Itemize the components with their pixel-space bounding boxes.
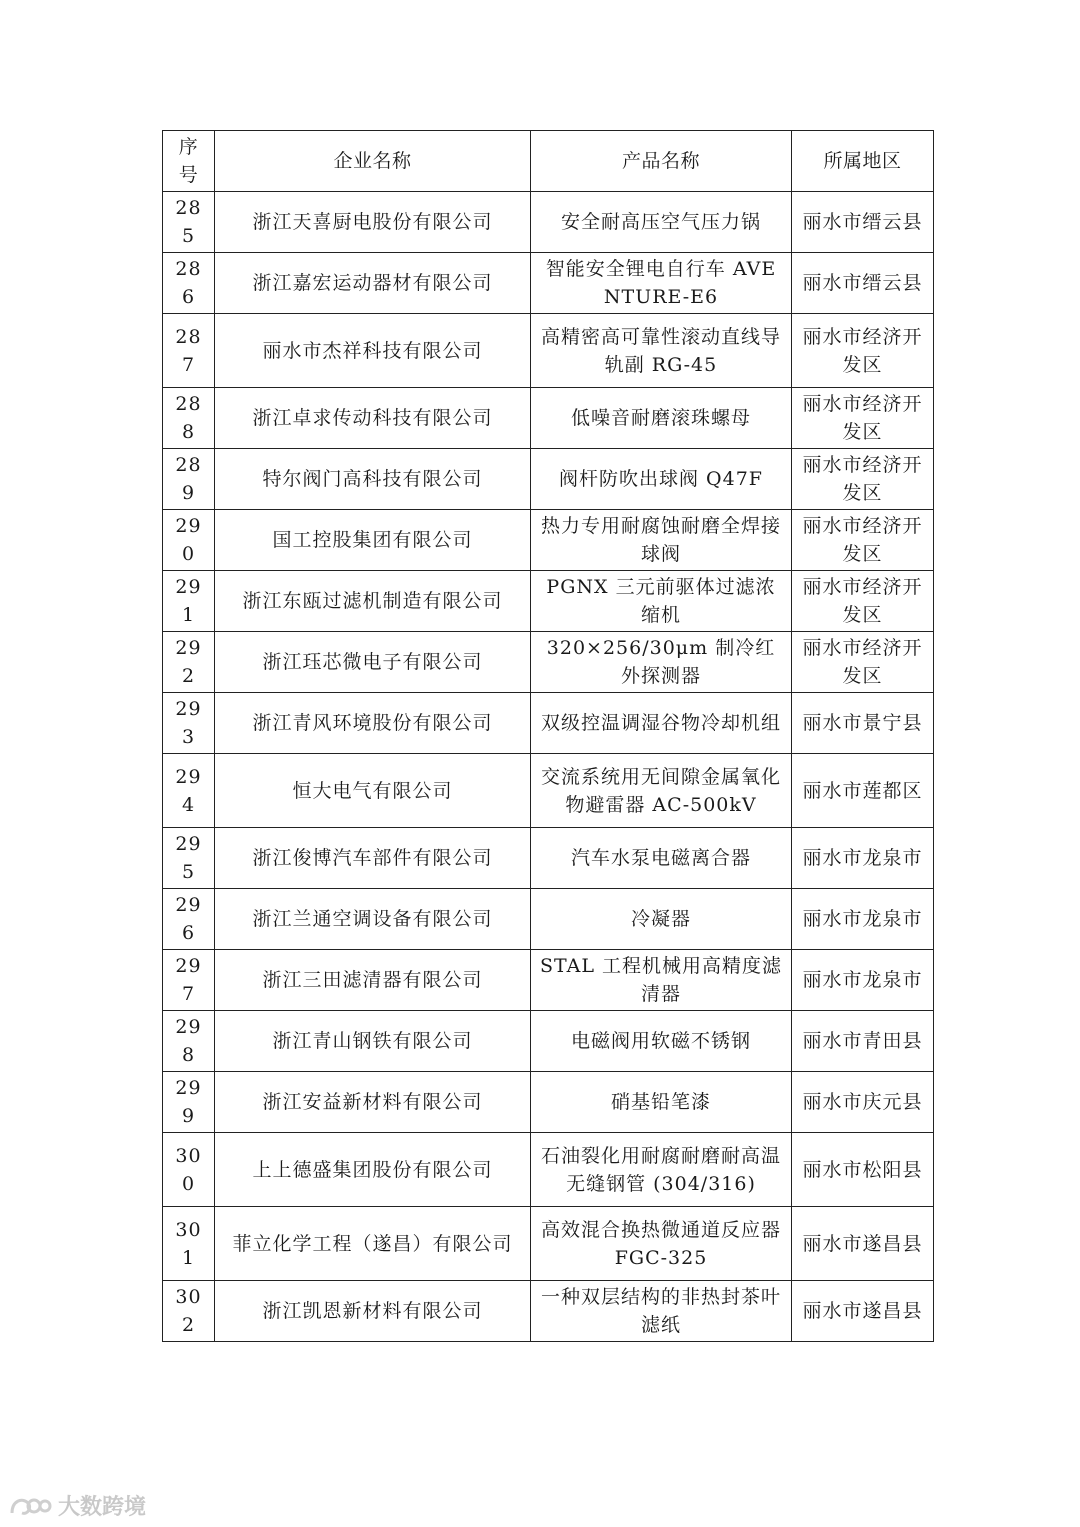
watermark-logo-icon	[8, 1493, 52, 1519]
row-product: 冷凝器	[531, 889, 792, 950]
row-company: 浙江卓求传动科技有限公司	[215, 388, 531, 449]
row-seq: 289	[163, 449, 215, 510]
row-region: 丽水市景宁县	[792, 693, 934, 754]
row-seq: 294	[163, 754, 215, 828]
row-seq: 291	[163, 571, 215, 632]
table-row	[163, 889, 934, 950]
row-region: 丽水市经济开发区	[792, 449, 934, 510]
row-company: 特尔阀门高科技有限公司	[215, 449, 531, 510]
row-region: 丽水市龙泉市	[792, 950, 934, 1011]
row-seq: 298	[163, 1011, 215, 1072]
row-region: 丽水市缙云县	[792, 253, 934, 314]
row-region: 丽水市松阳县	[792, 1133, 934, 1207]
row-product: PGNX 三元前驱体过滤浓缩机	[531, 571, 792, 632]
row-company: 丽水市杰祥科技有限公司	[215, 314, 531, 388]
header-product: 产品名称	[531, 131, 792, 192]
row-company: 浙江凯恩新材料有限公司	[215, 1281, 531, 1342]
row-company: 浙江安益新材料有限公司	[215, 1072, 531, 1133]
table-row	[163, 388, 934, 449]
row-seq: 297	[163, 950, 215, 1011]
table-row	[163, 1281, 934, 1342]
table-row	[163, 1207, 934, 1281]
row-seq: 302	[163, 1281, 215, 1342]
row-seq: 293	[163, 693, 215, 754]
table-row	[163, 192, 934, 253]
row-company: 浙江三田滤清器有限公司	[215, 950, 531, 1011]
row-product: 双级控温调湿谷物冷却机组	[531, 693, 792, 754]
row-product: 320×256/30μm 制冷红外探测器	[531, 632, 792, 693]
row-product: 一种双层结构的非热封茶叶滤纸	[531, 1281, 792, 1342]
row-company: 上上德盛集团股份有限公司	[215, 1133, 531, 1207]
row-company: 菲立化学工程（遂昌）有限公司	[215, 1207, 531, 1281]
row-seq: 287	[163, 314, 215, 388]
row-product: 交流系统用无间隙金属氧化物避雷器 AC-500kV	[531, 754, 792, 828]
row-seq: 301	[163, 1207, 215, 1281]
watermark	[8, 1490, 146, 1521]
table-header-row	[163, 131, 934, 192]
row-product: STAL 工程机械用高精度滤清器	[531, 950, 792, 1011]
row-region: 丽水市庆元县	[792, 1072, 934, 1133]
product-list-table	[162, 130, 934, 1342]
header-seq: 序号	[163, 131, 215, 192]
row-region: 丽水市龙泉市	[792, 828, 934, 889]
row-company: 国工控股集团有限公司	[215, 510, 531, 571]
table-row	[163, 314, 934, 388]
row-company: 浙江天喜厨电股份有限公司	[215, 192, 531, 253]
row-company: 浙江青风环境股份有限公司	[215, 693, 531, 754]
table-row	[163, 1072, 934, 1133]
table-row	[163, 449, 934, 510]
row-seq: 285	[163, 192, 215, 253]
row-product: 电磁阀用软磁不锈钢	[531, 1011, 792, 1072]
row-company: 浙江俊博汽车部件有限公司	[215, 828, 531, 889]
watermark-text: 大数跨境	[58, 1495, 147, 1520]
row-region: 丽水市经济开发区	[792, 510, 934, 571]
row-seq: 296	[163, 889, 215, 950]
row-product: 高精密高可靠性滚动直线导轨副 RG-45	[531, 314, 792, 388]
row-company: 浙江兰通空调设备有限公司	[215, 889, 531, 950]
row-company: 浙江珏芯微电子有限公司	[215, 632, 531, 693]
row-region: 丽水市经济开发区	[792, 571, 934, 632]
table-row	[163, 693, 934, 754]
row-seq: 299	[163, 1072, 215, 1133]
table-row	[163, 1133, 934, 1207]
table-row	[163, 950, 934, 1011]
row-seq: 300	[163, 1133, 215, 1207]
row-region: 丽水市遂昌县	[792, 1281, 934, 1342]
row-region: 丽水市缙云县	[792, 192, 934, 253]
row-seq: 290	[163, 510, 215, 571]
row-product: 低噪音耐磨滚珠螺母	[531, 388, 792, 449]
row-product: 智能安全锂电自行车 AVENTURE-E6	[531, 253, 792, 314]
row-company: 浙江东瓯过滤机制造有限公司	[215, 571, 531, 632]
row-region: 丽水市遂昌县	[792, 1207, 934, 1281]
row-product: 高效混合换热微通道反应器 FGC-325	[531, 1207, 792, 1281]
row-company: 恒大电气有限公司	[215, 754, 531, 828]
header-company: 企业名称	[215, 131, 531, 192]
table-row	[163, 828, 934, 889]
row-seq: 295	[163, 828, 215, 889]
row-product: 石油裂化用耐腐耐磨耐高温无缝钢管 (304/316)	[531, 1133, 792, 1207]
table-body	[163, 192, 934, 1342]
row-company: 浙江嘉宏运动器材有限公司	[215, 253, 531, 314]
row-seq: 292	[163, 632, 215, 693]
table-row	[163, 754, 934, 828]
row-company: 浙江青山钢铁有限公司	[215, 1011, 531, 1072]
row-product: 安全耐高压空气压力锅	[531, 192, 792, 253]
row-product: 硝基铅笔漆	[531, 1072, 792, 1133]
row-region: 丽水市经济开发区	[792, 388, 934, 449]
row-region: 丽水市龙泉市	[792, 889, 934, 950]
row-region: 丽水市青田县	[792, 1011, 934, 1072]
row-region: 丽水市经济开发区	[792, 314, 934, 388]
table-row	[163, 1011, 934, 1072]
row-product: 汽车水泵电磁离合器	[531, 828, 792, 889]
row-region: 丽水市莲都区	[792, 754, 934, 828]
row-seq: 288	[163, 388, 215, 449]
header-region: 所属地区	[792, 131, 934, 192]
table-row	[163, 632, 934, 693]
row-region: 丽水市经济开发区	[792, 632, 934, 693]
table-row	[163, 510, 934, 571]
table-row	[163, 571, 934, 632]
row-seq: 286	[163, 253, 215, 314]
table-row	[163, 253, 934, 314]
row-product: 阀杆防吹出球阀 Q47F	[531, 449, 792, 510]
row-product: 热力专用耐腐蚀耐磨全焊接球阀	[531, 510, 792, 571]
